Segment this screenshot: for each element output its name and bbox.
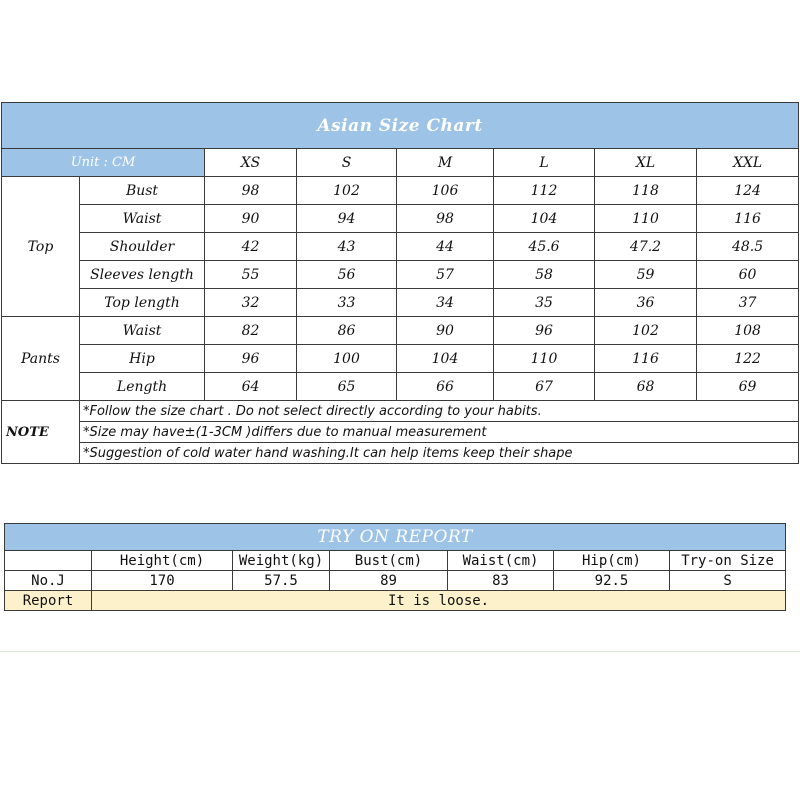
value-cell: 44 bbox=[397, 233, 494, 261]
value-cell: 96 bbox=[494, 317, 595, 345]
measure-label: Shoulder bbox=[80, 233, 205, 261]
value-cell: 102 bbox=[595, 317, 697, 345]
value-cell: 92.5 bbox=[554, 571, 670, 591]
table-row bbox=[2, 233, 799, 261]
value-cell: 42 bbox=[205, 233, 297, 261]
value-cell: 47.2 bbox=[595, 233, 697, 261]
empty-header-cell bbox=[5, 551, 92, 571]
measure-label: Waist bbox=[80, 205, 205, 233]
table-row bbox=[2, 317, 799, 345]
value-cell: 98 bbox=[397, 205, 494, 233]
value-cell: 68 bbox=[595, 373, 697, 401]
value-cell: 110 bbox=[595, 205, 697, 233]
size-header-row bbox=[2, 149, 799, 177]
table-row bbox=[2, 205, 799, 233]
size-header: S bbox=[297, 149, 397, 177]
value-cell: 106 bbox=[397, 177, 494, 205]
size-chart-title-row bbox=[2, 103, 799, 149]
note-label: NOTE bbox=[2, 401, 80, 464]
note-row bbox=[2, 401, 799, 422]
report-label: Report bbox=[5, 591, 92, 611]
value-cell: 122 bbox=[697, 345, 799, 373]
value-cell: 66 bbox=[397, 373, 494, 401]
column-header: Waist(cm) bbox=[448, 551, 554, 571]
value-cell: 32 bbox=[205, 289, 297, 317]
value-cell: 57.5 bbox=[233, 571, 330, 591]
table-row bbox=[2, 289, 799, 317]
column-header: Weight(kg) bbox=[233, 551, 330, 571]
value-cell: 100 bbox=[297, 345, 397, 373]
note-text: *Suggestion of cold water hand washing.It can help items keep their shape bbox=[80, 443, 799, 464]
note-text: *Size may have±(1-3CM )differs due to manual measurement bbox=[80, 422, 799, 443]
column-header: Height(cm) bbox=[92, 551, 233, 571]
value-cell: 43 bbox=[297, 233, 397, 261]
report-row bbox=[5, 591, 786, 611]
value-cell: 37 bbox=[697, 289, 799, 317]
report-header-row bbox=[5, 551, 786, 571]
measure-label: Waist bbox=[80, 317, 205, 345]
value-cell: 98 bbox=[205, 177, 297, 205]
size-header: M bbox=[397, 149, 494, 177]
measure-label: Hip bbox=[80, 345, 205, 373]
value-cell: 64 bbox=[205, 373, 297, 401]
value-cell: 57 bbox=[397, 261, 494, 289]
row-label: No.J bbox=[5, 571, 92, 591]
report-title: TRY ON REPORT bbox=[5, 524, 786, 551]
column-header: Hip(cm) bbox=[554, 551, 670, 571]
value-cell: 102 bbox=[297, 177, 397, 205]
measure-label: Top length bbox=[80, 289, 205, 317]
value-cell: 112 bbox=[494, 177, 595, 205]
try-on-report-table bbox=[4, 523, 786, 611]
note-row bbox=[2, 443, 799, 464]
measure-label: Bust bbox=[80, 177, 205, 205]
value-cell: 124 bbox=[697, 177, 799, 205]
report-text: It is loose. bbox=[92, 591, 786, 611]
column-header: Bust(cm) bbox=[330, 551, 448, 571]
group-label-top: Top bbox=[2, 177, 80, 317]
note-row bbox=[2, 422, 799, 443]
group-label-pants: Pants bbox=[2, 317, 80, 401]
value-cell: 90 bbox=[397, 317, 494, 345]
divider bbox=[0, 651, 800, 652]
value-cell: 35 bbox=[494, 289, 595, 317]
measure-label: Sleeves length bbox=[80, 261, 205, 289]
table-row bbox=[2, 177, 799, 205]
value-cell: 36 bbox=[595, 289, 697, 317]
value-cell: 89 bbox=[330, 571, 448, 591]
value-cell: 104 bbox=[494, 205, 595, 233]
value-cell: 170 bbox=[92, 571, 233, 591]
size-header: XS bbox=[205, 149, 297, 177]
size-chart-table bbox=[1, 102, 799, 464]
unit-label: Unit : CM bbox=[2, 149, 205, 177]
value-cell: 34 bbox=[397, 289, 494, 317]
value-cell: 45.6 bbox=[494, 233, 595, 261]
size-chart-title: Asian Size Chart bbox=[2, 103, 799, 149]
value-cell: 83 bbox=[448, 571, 554, 591]
table-row bbox=[2, 373, 799, 401]
value-cell: 118 bbox=[595, 177, 697, 205]
value-cell: 90 bbox=[205, 205, 297, 233]
table-row bbox=[5, 571, 786, 591]
value-cell: 69 bbox=[697, 373, 799, 401]
value-cell: 104 bbox=[397, 345, 494, 373]
value-cell: 116 bbox=[697, 205, 799, 233]
value-cell: 65 bbox=[297, 373, 397, 401]
value-cell: 33 bbox=[297, 289, 397, 317]
value-cell: 86 bbox=[297, 317, 397, 345]
value-cell: 110 bbox=[494, 345, 595, 373]
value-cell: 58 bbox=[494, 261, 595, 289]
value-cell: 116 bbox=[595, 345, 697, 373]
value-cell: 67 bbox=[494, 373, 595, 401]
column-header: Try-on Size bbox=[670, 551, 786, 571]
size-header: L bbox=[494, 149, 595, 177]
table-row bbox=[2, 345, 799, 373]
value-cell: 48.5 bbox=[697, 233, 799, 261]
value-cell: 82 bbox=[205, 317, 297, 345]
table-row bbox=[2, 261, 799, 289]
note-text: *Follow the size chart . Do not select directly according to your habits. bbox=[80, 401, 799, 422]
value-cell: 55 bbox=[205, 261, 297, 289]
value-cell: 60 bbox=[697, 261, 799, 289]
size-header: XXL bbox=[697, 149, 799, 177]
value-cell: 96 bbox=[205, 345, 297, 373]
size-header: XL bbox=[595, 149, 697, 177]
value-cell: 59 bbox=[595, 261, 697, 289]
value-cell: 108 bbox=[697, 317, 799, 345]
value-cell: 94 bbox=[297, 205, 397, 233]
value-cell: S bbox=[670, 571, 786, 591]
measure-label: Length bbox=[80, 373, 205, 401]
value-cell: 56 bbox=[297, 261, 397, 289]
report-title-row bbox=[5, 524, 786, 551]
